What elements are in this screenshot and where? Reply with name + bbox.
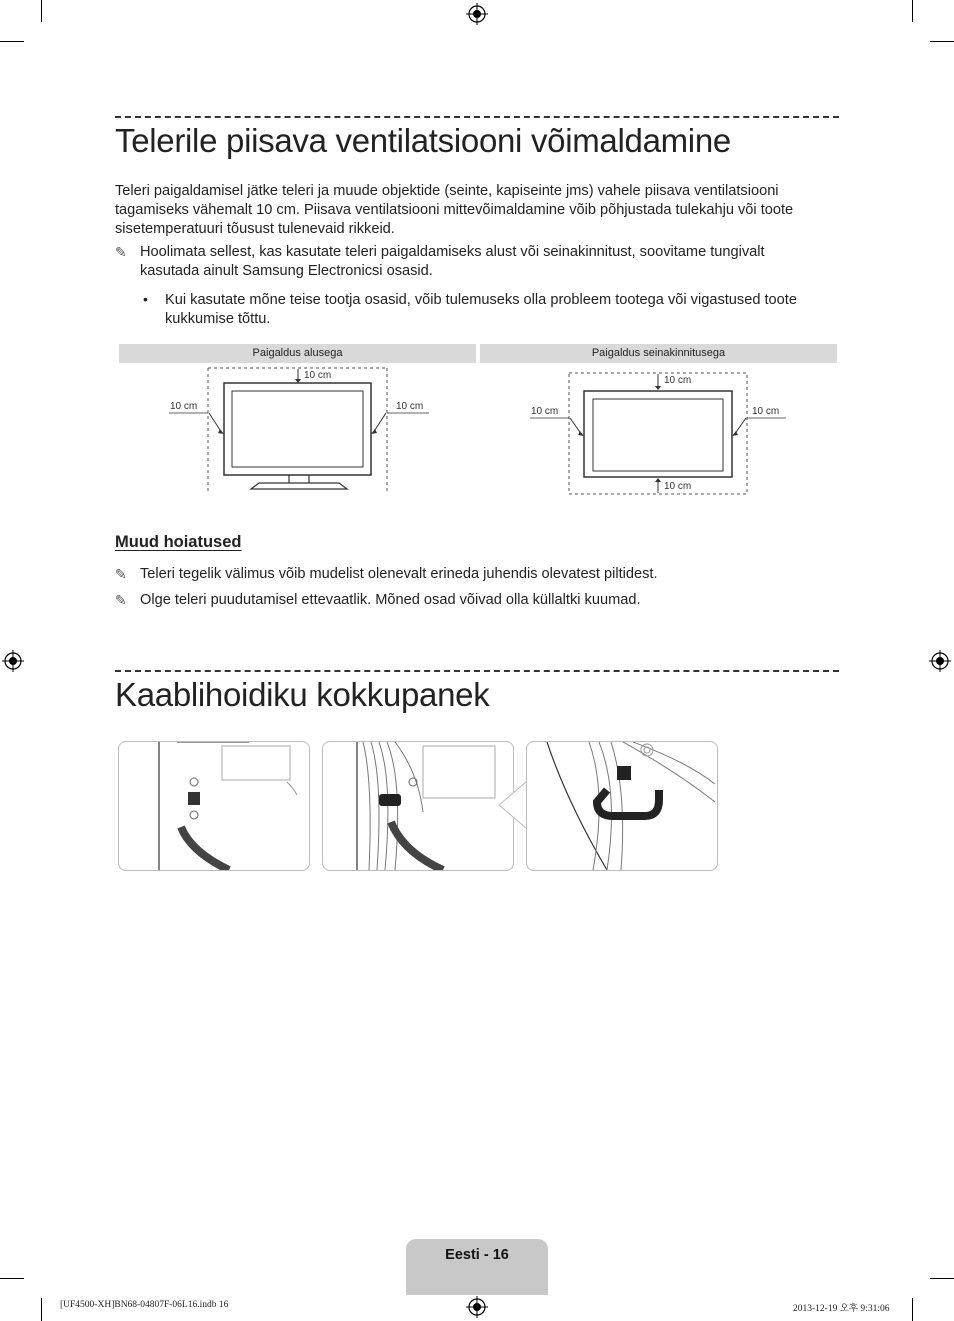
footer-timestamp: 2013-12-19 오후 9:31:06 <box>793 1304 890 1314</box>
note-paragraph <box>140 243 840 281</box>
section-title-ventilation: Telerile piisava ventilatsiooni võimaldamine <box>115 122 731 159</box>
warning-item: Olge teleri puudutamisel ettevaatlik. Mõned osad võivad olla küllaltki kuumad. <box>140 592 641 608</box>
bullet-paragraph <box>165 291 845 329</box>
subheading-other-warnings: Muud hoiatused <box>115 533 242 551</box>
bullet-line: Kui kasutate mõne teise tootja osasid, võib tulemuseks olla probleem tootega või vigastused toote <box>165 292 797 308</box>
crop-mark <box>0 41 24 42</box>
tv-stand-illustration <box>119 363 476 498</box>
crop-mark <box>912 1298 913 1321</box>
callout-pointer <box>497 780 529 830</box>
registration-mark-icon <box>929 650 951 672</box>
intro-line: sisetemperatuuri tõusust tulenevaid rikkeid. <box>115 221 395 237</box>
footer-file-info: [UF4500-XH]BN68-04807F-06L16.indb 16 <box>60 1300 229 1310</box>
intro-line: tagamiseks vähemalt 10 cm. Piisava ventilatsiooni mittevõimaldamine võib põhjustada tulekahju või toote <box>115 202 794 218</box>
crop-mark <box>930 1278 954 1279</box>
figure-title-wall: Paigaldus seinakinnitusega <box>480 344 837 363</box>
pencil-note-icon: ✎ <box>115 592 127 608</box>
clearance-label: 10 cm <box>664 481 692 492</box>
tv-wall-illustration <box>480 363 837 498</box>
note-line: Hoolimata sellest, kas kasutate teleri paigaldamiseks alust või seinakinnitust, soovitame tungivalt <box>140 244 765 260</box>
section-divider <box>115 670 839 672</box>
clearance-label: 10 cm <box>664 375 692 386</box>
bullet-line: kukkumise tõttu. <box>165 311 271 327</box>
crop-mark <box>930 41 954 42</box>
cable-step-1-illustration <box>118 741 310 871</box>
pencil-note-icon: ✎ <box>115 244 127 260</box>
cable-step-3-illustration <box>526 741 718 871</box>
bullet-icon: • <box>143 291 148 307</box>
page-number-label: Eesti - 16 <box>445 1247 509 1263</box>
note-line: kasutada ainult Samsung Electronicsi osasid. <box>140 263 433 279</box>
registration-mark-icon <box>466 3 488 25</box>
clearance-label: 10 cm <box>396 401 424 412</box>
intro-paragraph <box>115 182 845 239</box>
crop-mark <box>41 0 42 22</box>
section-title-cable-holder: Kaablihoidiku kokkupanek <box>115 676 490 713</box>
figure-title-stand: Paigaldus alusega <box>119 344 476 363</box>
clearance-label: 10 cm <box>531 406 559 417</box>
pencil-note-icon: ✎ <box>115 566 127 582</box>
crop-mark <box>912 0 913 22</box>
warning-item: Teleri tegelik välimus võib mudelist olenevalt erineda juhendis olevatest piltidest. <box>140 566 658 582</box>
cable-step-2-illustration <box>322 741 514 871</box>
intro-line: Teleri paigaldamisel jätke teleri ja muude objektide (seinte, kapiseinte jms) vahele piisava ventilatsiooni <box>115 183 779 199</box>
crop-mark <box>0 1278 24 1279</box>
registration-mark-icon <box>466 1296 488 1318</box>
registration-mark-icon <box>2 650 24 672</box>
clearance-label: 10 cm <box>752 406 780 417</box>
crop-mark <box>41 1298 42 1321</box>
clearance-label: 10 cm <box>170 401 198 412</box>
clearance-label: 10 cm <box>304 370 332 381</box>
page-number-tab <box>406 1239 548 1295</box>
section-divider <box>115 116 839 118</box>
